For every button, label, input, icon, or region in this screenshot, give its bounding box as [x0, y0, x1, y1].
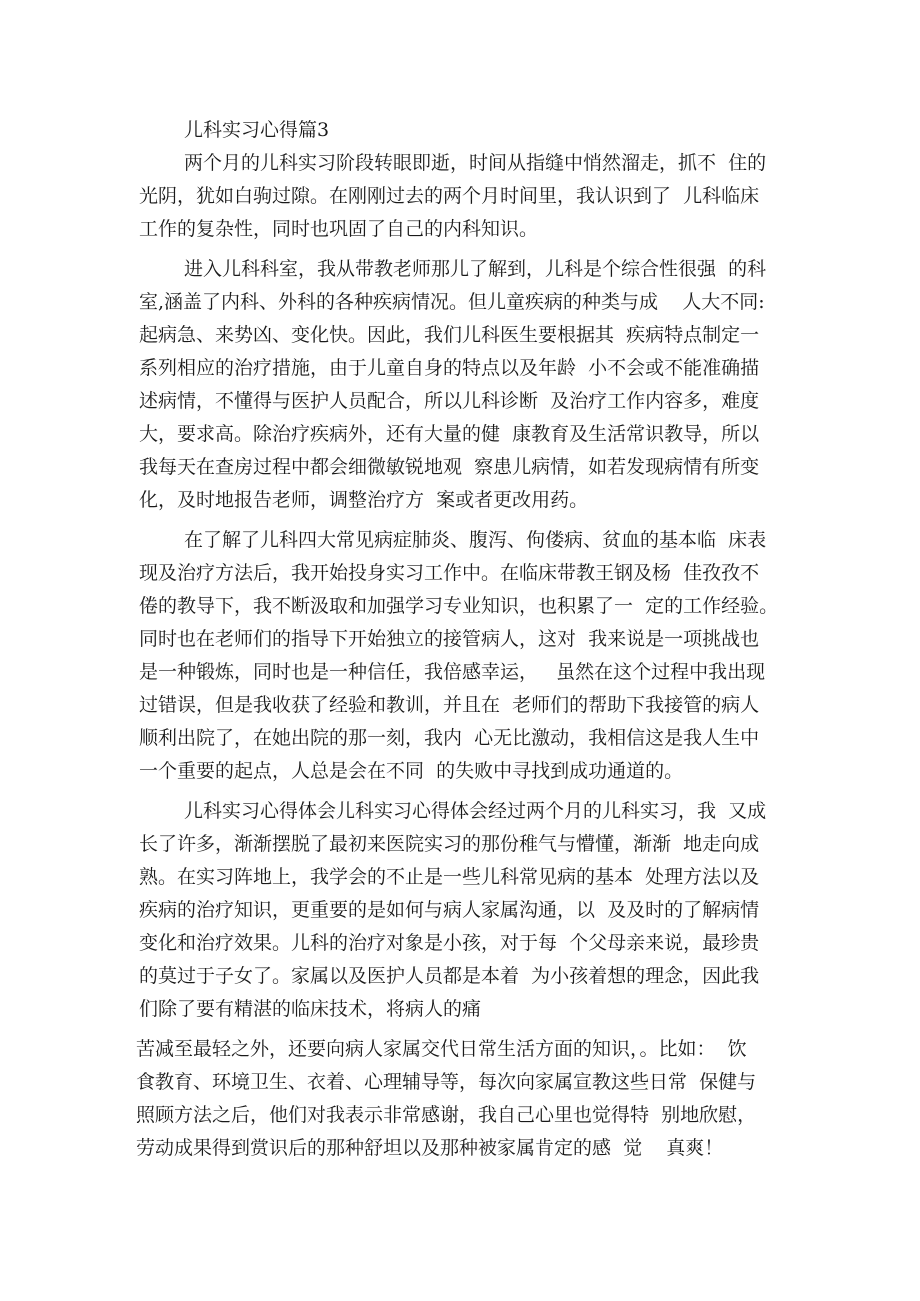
text-line: 变化和治疗效果。儿科的治疗对象是小孩，对于每 个父母亲来说，最珍贵: [139, 932, 760, 954]
document-title: 儿科实习心得篇3: [184, 119, 330, 141]
text-line: 起病急、来势凶、变化快。因此，我们儿科医生要根据其 疾病特点制定一: [139, 324, 760, 346]
text-line: 进入儿科科室，我从带教老师那儿了解到，儿科是个综合性很强 的科: [184, 258, 767, 280]
text-line: 苦减至最轻之外，还要向病人家属交代日常生活方面的知识，。比如： 饮: [136, 1038, 747, 1060]
text-line: 是一种锻炼，同时也是一种信任，我倍感幸运， 虽然在这个过程中我出现: [139, 661, 766, 683]
text-line: 长了许多，渐渐摆脱了最初来医院实习的那份稚气与懵懂，渐渐 地走向成: [139, 833, 760, 855]
text-line: 们除了要有精湛的临床技术，将病人的痛: [139, 998, 482, 1020]
text-line: 两个月的儿科实习阶段转眼即逝，时间从指缝中悄然溜走，抓不 住的: [184, 152, 767, 174]
text-line: 化，及时地报告老师，调整治疗方 案或者更改用药。: [139, 489, 589, 511]
text-line: 食教育、环境卫生、衣着、心理辅导等，每次向家属宣教这些日常 保健与: [136, 1071, 757, 1093]
text-line: 光阴，犹如白驹过隙。在刚刚过去的两个月时间里，我认识到了 儿科临床: [139, 185, 760, 207]
text-line: 述病情，不懂得与医护人员配合，所以儿科诊断 及治疗工作内容多，难度: [139, 390, 760, 412]
text-line: 倦的教导下，我不断汲取和加强学习专业知识，也积累了一 定的工作经验。: [139, 595, 779, 617]
text-line: 一个重要的起点，人总是会在不同 的失败中寻找到成功通道的。: [139, 760, 684, 782]
text-line: 疾病的治疗知识，更重要的是如何与病人家属沟通，以 及及时的了解病情: [139, 899, 760, 921]
text-line: 劳动成果得到赏识后的那种舒坦以及那种被家属肯定的感 觉 真爽！: [136, 1137, 724, 1159]
text-line: 大，要求高。除治疗疾病外，还有大量的健 康教育及生活常识教导，所以: [139, 423, 760, 445]
text-line: 现及治疗方法后，我开始投身实习工作中。在临床带教王钢及杨 佳孜孜不: [139, 562, 760, 584]
text-line: 我每天在查房过程中都会细微敏锐地观 察患儿病情，如若发现病情有所变: [139, 456, 760, 478]
text-line: 顺利出院了，在她出院的那一刻，我内 心无比激动，我相信这是我人生中: [139, 727, 760, 749]
text-line: 儿科实习心得体会儿科实习心得体会经过两个月的儿科实习，我 又成: [184, 800, 767, 822]
text-line: 熟。在实习阵地上，我学会的不止是一些儿科常见病的基本 处理方法以及: [139, 866, 760, 888]
text-line: 过错误，但是我收获了经验和教训，并且在 老师们的帮助下我接管的病人: [139, 694, 760, 716]
text-line: 工作的复杂性，同时也巩固了自己的内科知识。: [139, 218, 539, 240]
text-line: 的莫过于子女了。家属以及医护人员都是本着 为小孩着想的理念，因此我: [139, 965, 760, 987]
text-line: 室,涵盖了内科、外科的各种疾病情况。但儿童疾病的种类与成 人大不同:: [139, 291, 765, 313]
text-line: 照顾方法之后，他们对我表示非常感谢，我自己心里也觉得特 别地欣慰，: [136, 1104, 757, 1126]
text-line: 系列相应的治疗措施，由于儿童自身的特点以及年龄 小不会或不能准确描: [139, 357, 760, 379]
text-line: 在了解了儿科四大常见病症肺炎、腹泻、佝偻病、贫血的基本临 床表: [184, 529, 767, 551]
text-line: 同时也在老师们的指导下开始独立的接管病人，这对 我来说是一项挑战也: [139, 628, 760, 650]
